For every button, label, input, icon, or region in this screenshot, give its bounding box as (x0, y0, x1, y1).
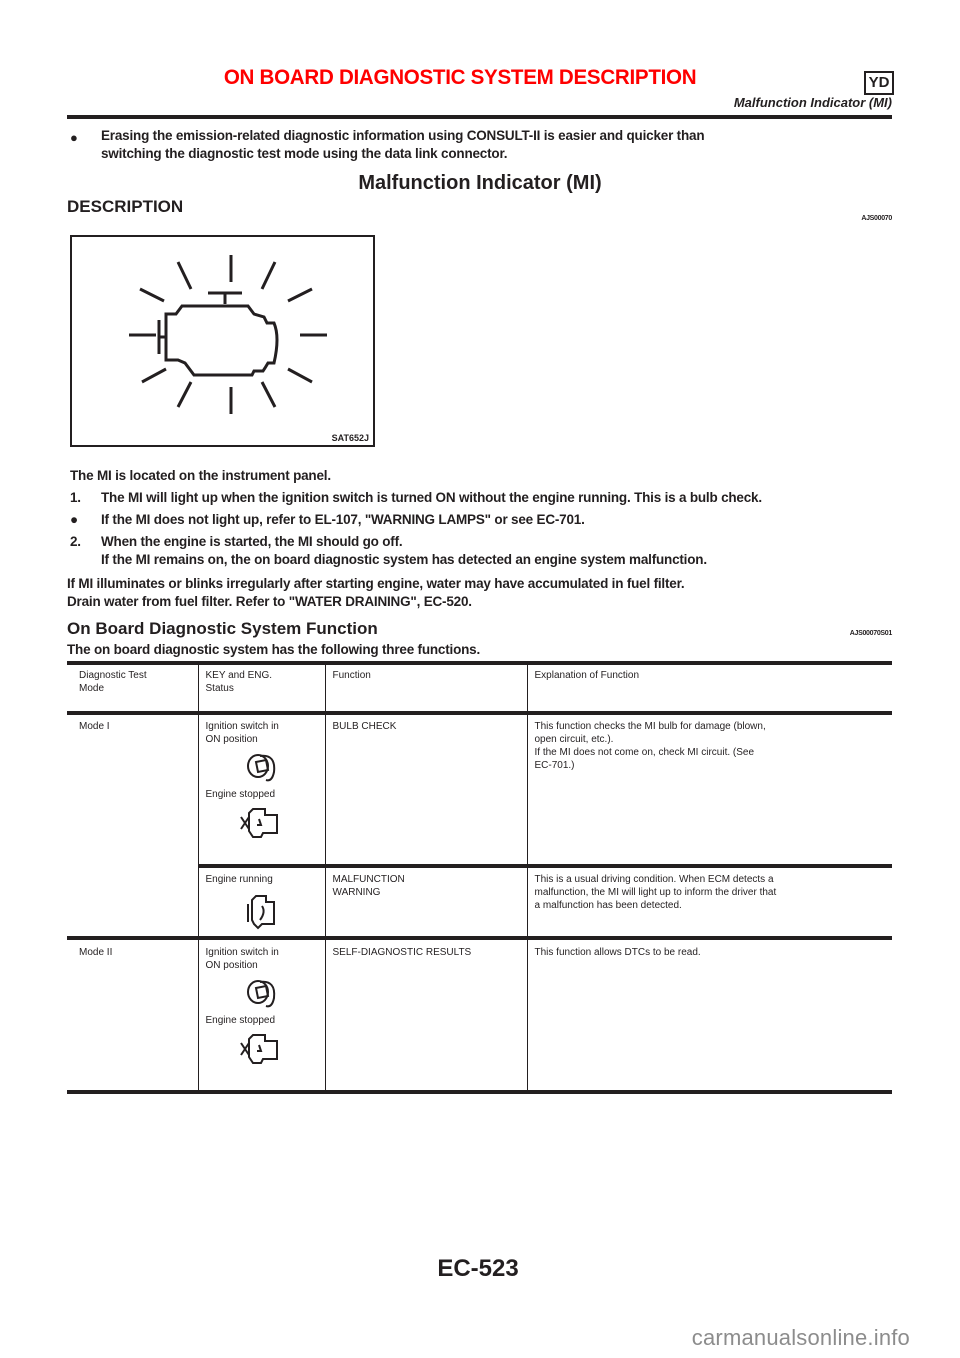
cell-function: MALFUNCTION WARNING (325, 864, 527, 937)
cell-status: Ignition switch in ON position Engine stopped (198, 937, 325, 1091)
mi-figure (70, 235, 375, 447)
ignition-key-icon (244, 976, 280, 1012)
description-heading: DESCRIPTION (67, 197, 184, 216)
engine-stopped-icon (237, 1031, 287, 1065)
engine-warning-lamp-icon (72, 237, 373, 445)
diagnostic-table (67, 664, 892, 1091)
figure-code: SAT652J (331, 433, 369, 443)
bullet-marker: ● (70, 130, 78, 145)
mi-title: Malfunction Indicator (MI) (358, 172, 602, 194)
subsection-title: Malfunction Indicator (MI) (733, 95, 892, 110)
intro-bullet-line2: switching the diagnostic test mode using the data link connector. (101, 146, 508, 161)
col-header-function: Function (325, 664, 527, 711)
col-header-mode: Diagnostic Test Mode (79, 670, 147, 694)
engine-stopped-icon (237, 805, 287, 839)
step-2-text: When the engine is started, the MI should go off. (101, 534, 403, 549)
section-title: ON BOARD DIAGNOSTIC SYSTEM DESCRIPTION (223, 66, 697, 89)
table-row (67, 864, 892, 937)
table-header-row (67, 664, 892, 711)
cell-function: SELF-DIAGNOSTIC RESULTS (325, 937, 527, 1091)
col-header-explanation: Explanation of Function (527, 664, 892, 711)
description-ref: AJS00070 (861, 215, 892, 222)
col-header-status: KEY and ENG. Status (198, 664, 325, 711)
cell-status: Ignition switch in ON position Engine stopped (198, 711, 325, 864)
step-1-text: The MI will light up when the ignition switch is turned ON without the engine running. This is a bulb check. (101, 490, 762, 505)
cell-explanation: This function allows DTCs to be read. (527, 937, 892, 1091)
obd-function-heading: On Board Diagnostic System Function (67, 619, 378, 638)
cell-mode: Mode I (79, 721, 110, 732)
engine-running-icon (244, 890, 280, 930)
page-number: EC-523 (437, 1255, 519, 1282)
located-text: The MI is located on the instrument panel. (70, 468, 331, 483)
table-row (67, 711, 892, 864)
cell-explanation: This function checks the MI bulb for damage (blown, open circuit, etc.). If the MI does not come on, check MI circuit. (See EC-701.) (527, 711, 892, 864)
cell-mode (67, 864, 198, 937)
step-1-marker: 1. (70, 490, 81, 505)
ignition-key-icon (244, 750, 280, 786)
step-2-marker: 2. (70, 534, 81, 549)
cell-status: Engine running (198, 864, 325, 937)
header-rule (67, 115, 892, 119)
table-row (67, 937, 892, 1091)
step-bullet-text: If the MI does not light up, refer to EL-107, "WARNING LAMPS" or see EC-701. (101, 512, 585, 527)
step-2-text-cont: If the MI remains on, the on board diagnostic system has detected an engine system malfunction. (101, 552, 707, 567)
water-note-line1: If MI illuminates or blinks irregularly after starting engine, water may have accumulated in fuel filter. (67, 576, 685, 591)
watermark-link[interactable]: carmanualsonline.info (691, 1325, 910, 1350)
obd-function-intro: The on board diagnostic system has the following three functions. (67, 642, 481, 657)
step-bullet-marker: ● (70, 512, 78, 527)
obd-function-ref: AJS00070S01 (849, 630, 892, 637)
cell-explanation: This is a usual driving condition. When ECM detects a malfunction, the MI will light up to inform the driver that a malfunction has been detected. (527, 864, 892, 937)
engine-badge: YD (864, 71, 894, 95)
cell-function: BULB CHECK (325, 711, 527, 864)
intro-bullet-line1: Erasing the emission-related diagnostic information using CONSULT-II is easier and quicker than (101, 128, 705, 143)
water-note-line2: Drain water from fuel filter. Refer to "WATER DRAINING", EC-520. (67, 594, 472, 609)
cell-mode: Mode II (79, 947, 113, 958)
